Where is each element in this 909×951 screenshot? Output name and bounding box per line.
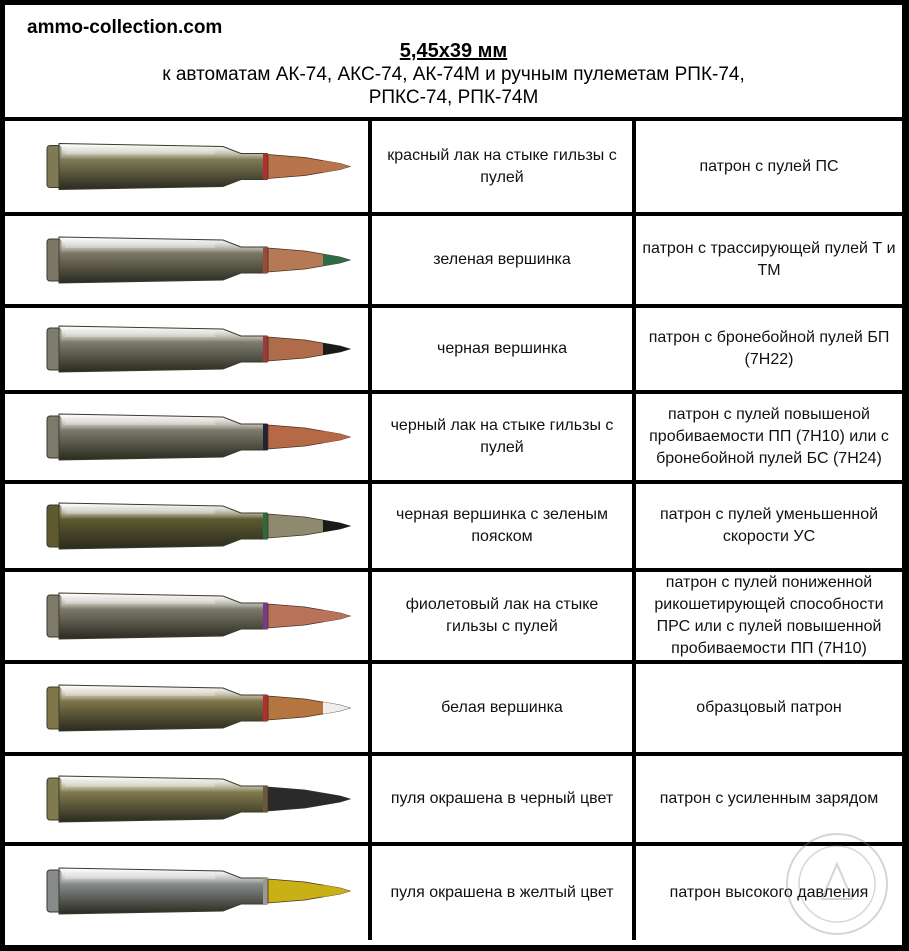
description-cell: патрон с бронебойной пулей БП (7Н22) bbox=[648, 329, 890, 368]
cartridge-band bbox=[263, 247, 268, 273]
cartridge-highlight bbox=[65, 420, 215, 425]
cartridge-image bbox=[5, 121, 372, 212]
cartridge-highlight bbox=[65, 332, 215, 337]
cartridge-band bbox=[263, 695, 268, 721]
cartridge-band bbox=[263, 336, 268, 362]
table-row bbox=[5, 308, 902, 394]
cartridge-band bbox=[263, 424, 268, 450]
description-cell: образцовый патрон bbox=[696, 699, 842, 716]
cartridge-image bbox=[5, 846, 372, 940]
subtitle-line-1: к автоматам АК-74, АКС-74, АК-74М и ручным пулеметам РПК-74, bbox=[162, 64, 745, 85]
cartridge-image bbox=[5, 484, 372, 568]
marking-cell: красный лак на стыке гильзы с пулей bbox=[372, 121, 636, 212]
table-row bbox=[5, 756, 902, 846]
marking-cell: фиолетовый лак на стыке гильзы с пулей bbox=[372, 572, 636, 660]
cartridge-drawing bbox=[5, 484, 368, 568]
site-name: ammo-collection.com bbox=[27, 17, 223, 38]
cartridge-band bbox=[263, 878, 268, 904]
table-row bbox=[5, 121, 902, 216]
marking-cell: белая вершинка bbox=[372, 664, 636, 752]
subtitle-line-2: РПКС-74, РПК-74М bbox=[368, 87, 539, 108]
cartridge-drawing bbox=[5, 572, 368, 660]
table-row bbox=[5, 484, 902, 572]
cartridge-drawing bbox=[5, 664, 368, 752]
page bbox=[5, 5, 902, 945]
cartridge-image bbox=[5, 394, 372, 480]
description-cell: патрон с пулей повышеной пробиваемости ПП (7Н10) или с бронебойной пулей БС (7Н24) bbox=[649, 406, 889, 467]
cartridge-tip bbox=[323, 254, 350, 266]
cartridge-image bbox=[5, 572, 372, 660]
cartridge-drawing bbox=[5, 394, 368, 480]
table-row bbox=[5, 216, 902, 308]
marking-cell: черный лак на стыке гильзы с пулей bbox=[372, 394, 636, 480]
cartridge-tip bbox=[323, 520, 350, 532]
table-row bbox=[5, 664, 902, 756]
watermark-seal-icon bbox=[782, 829, 892, 939]
cartridge-drawing bbox=[5, 121, 368, 212]
cartridge-image bbox=[5, 756, 372, 842]
cartridge-image bbox=[5, 664, 372, 752]
marking-cell: пуля окрашена в черный цвет bbox=[372, 756, 636, 842]
cartridge-highlight bbox=[65, 691, 215, 696]
cartridge-highlight bbox=[65, 874, 215, 879]
marking-cell: пуля окрашена в желтый цвет bbox=[372, 846, 636, 940]
cartridge-tip bbox=[323, 702, 350, 714]
page-title: 5,45х39 мм bbox=[399, 40, 508, 62]
description-cell: патрон с трассирующей пулей Т и ТМ bbox=[642, 240, 896, 279]
cartridge-band bbox=[263, 513, 268, 539]
cartridge-highlight bbox=[65, 782, 215, 787]
table-row bbox=[5, 394, 902, 484]
cartridge-image bbox=[5, 216, 372, 304]
cartridge-band bbox=[263, 603, 268, 629]
cartridge-highlight bbox=[65, 509, 215, 514]
description-cell: патрон с пулей уменьшенной скорости УС bbox=[659, 506, 879, 545]
cartridge-drawing bbox=[5, 756, 368, 842]
marking-cell: зеленая вершинка bbox=[372, 216, 636, 304]
cartridge-tip bbox=[323, 161, 350, 173]
cartridge-tip bbox=[323, 793, 350, 805]
cartridge-band bbox=[263, 154, 268, 180]
description-cell: патрон с пулей пониженной рикошетирующей способности ПРС или с пулей повышенной пробиваемости ПП (7Н10) bbox=[654, 574, 884, 657]
cartridge-tip bbox=[323, 431, 350, 443]
table-row bbox=[5, 572, 902, 664]
cartridge-drawing bbox=[5, 846, 368, 936]
marking-cell: черная вершинка bbox=[372, 308, 636, 390]
cartridge-highlight bbox=[65, 150, 215, 155]
cartridge-tip bbox=[323, 610, 350, 622]
description-cell: патрон с пулей ПС bbox=[699, 157, 839, 175]
cartridge-image bbox=[5, 308, 372, 390]
cartridge-band bbox=[263, 786, 268, 812]
cartridge-tip bbox=[323, 885, 350, 897]
table-row bbox=[5, 846, 902, 940]
cartridge-highlight bbox=[65, 599, 215, 604]
cartridge-tip bbox=[323, 343, 350, 355]
description-cell: патрон высокого давления bbox=[669, 884, 869, 901]
cartridge-drawing bbox=[5, 216, 368, 304]
marking-cell: черная вершинка с зеленым пояском bbox=[372, 484, 636, 568]
ammo-table bbox=[5, 117, 902, 940]
cartridge-drawing bbox=[5, 308, 368, 390]
header bbox=[5, 39, 902, 117]
cartridge-highlight bbox=[65, 243, 215, 248]
description-cell: патрон с усиленным зарядом bbox=[659, 790, 879, 807]
